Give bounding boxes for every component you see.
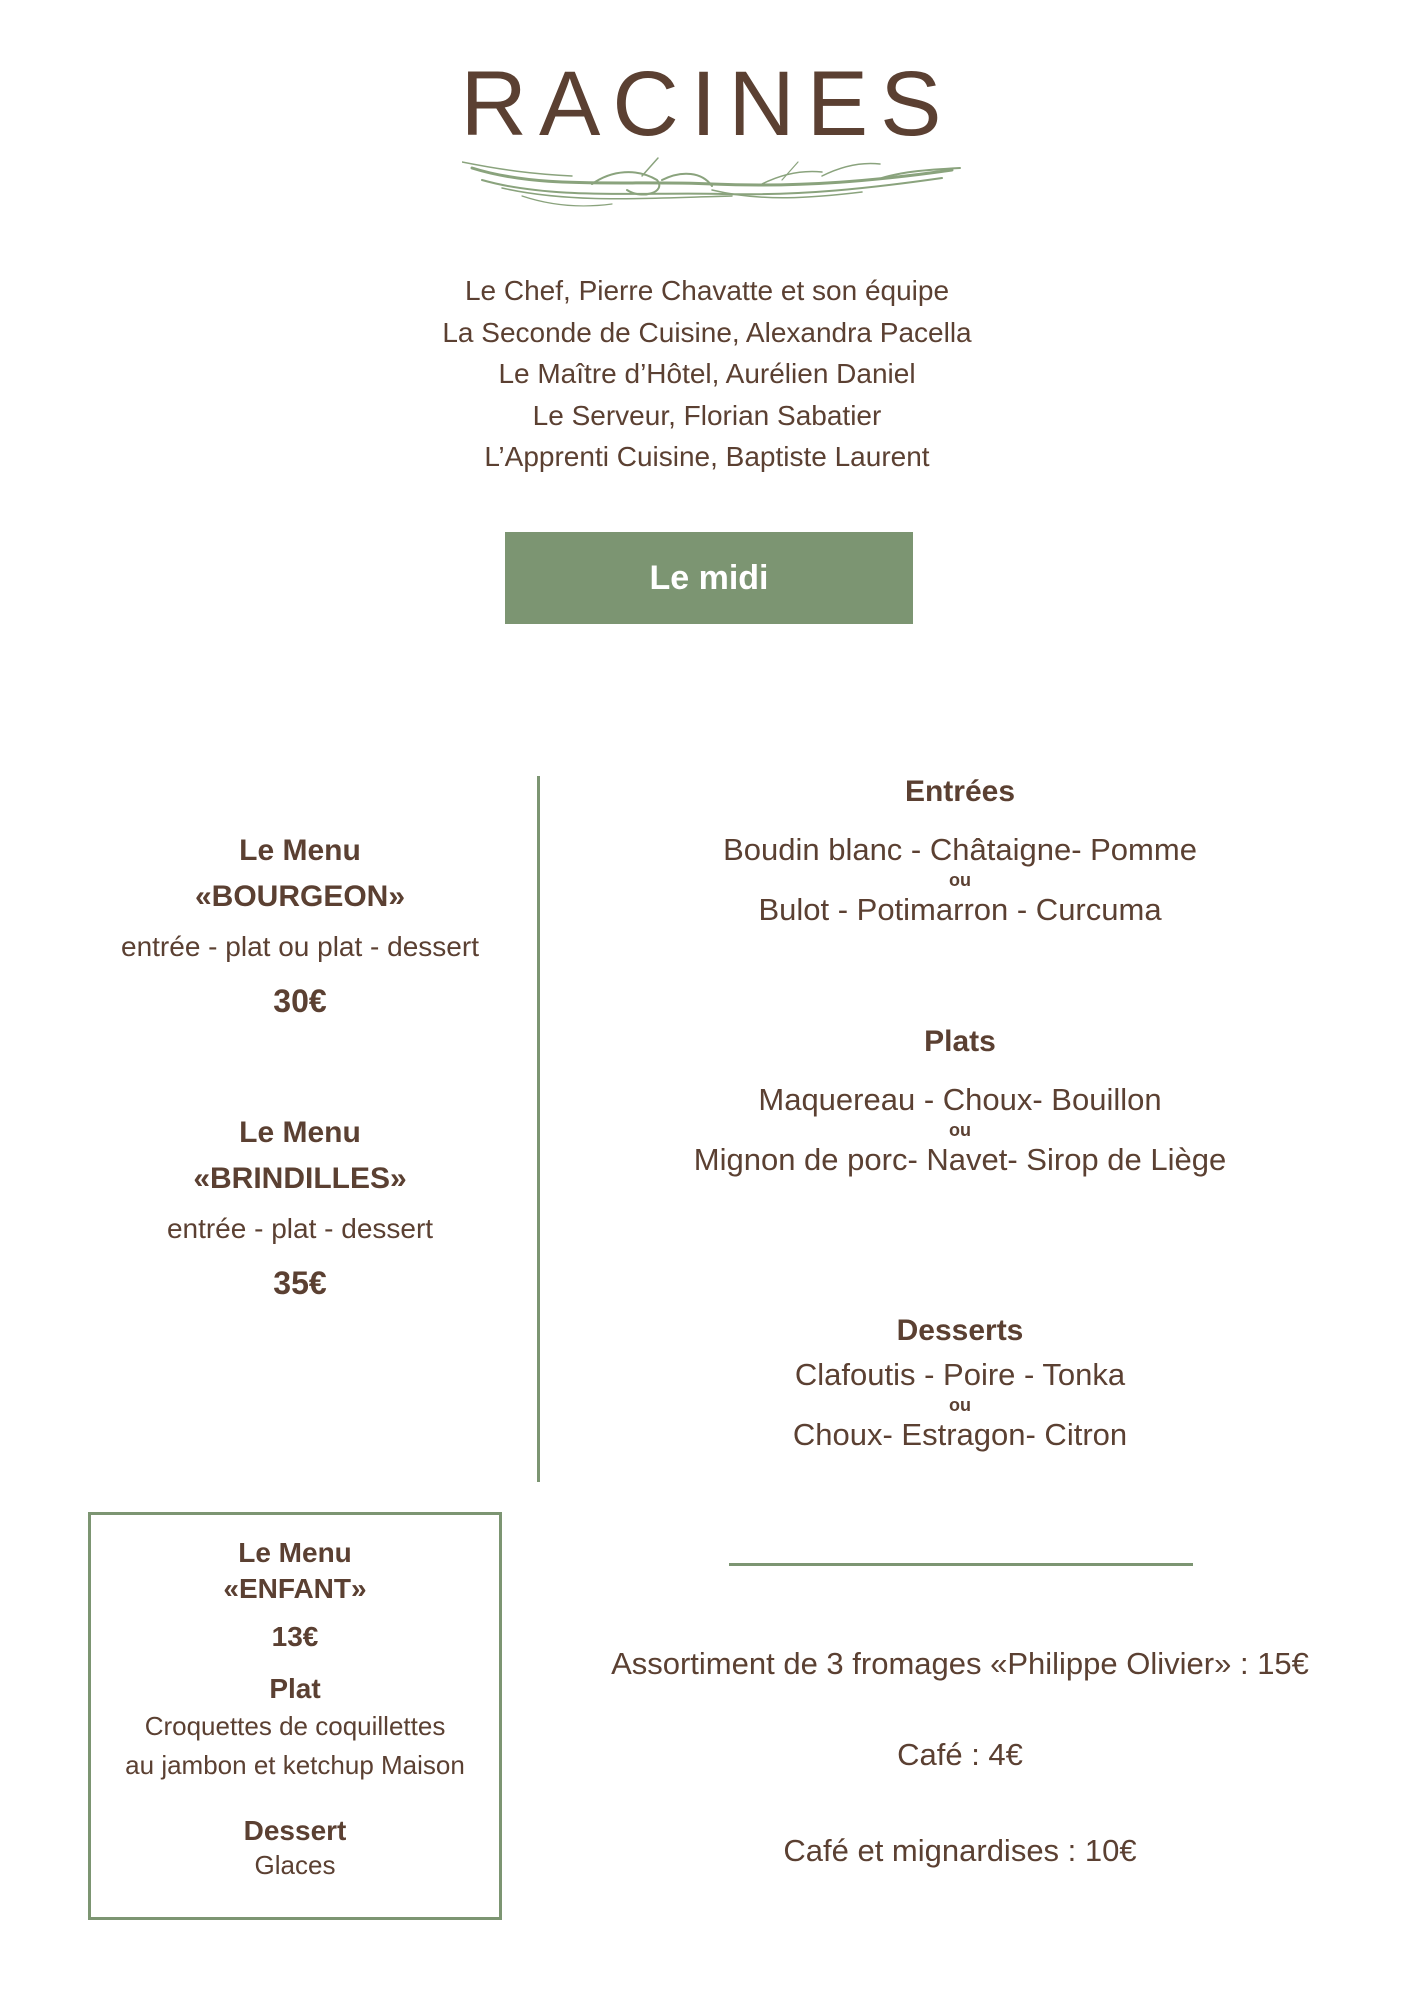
menu-brindilles (100, 1110, 500, 1306)
kids-menu-name: «ENFANT» (223, 1573, 367, 1604)
kids-dessert-text: Glaces (254, 1850, 336, 1880)
kids-plat-line: Croquettes de coquillettes (144, 1711, 446, 1741)
kids-menu-price: 13€ (271, 1621, 319, 1652)
dish-option: Choux- Estragon- Citron (792, 1417, 1128, 1452)
staff-line: La Seconde de Cuisine, Alexandra Pacella (442, 316, 972, 348)
vertical-divider (537, 776, 540, 1482)
menu-label: Le Menu (239, 834, 361, 867)
staff-line: Le Chef, Pierre Chavatte et son équipe (464, 275, 950, 306)
kids-plat-label: Plat (269, 1673, 321, 1704)
menu-bourgeon (100, 828, 500, 1024)
menu-label: Le Menu (239, 1116, 361, 1149)
course-desserts (660, 1311, 1260, 1455)
course-heading: Entrées (904, 775, 1016, 808)
course-heading: Desserts (896, 1314, 1024, 1347)
kids-menu-box (88, 1512, 502, 1920)
extra-item: Café : 4€ (897, 1737, 1023, 1772)
horizontal-divider (729, 1563, 1193, 1566)
kids-menu-label: Le Menu (238, 1537, 352, 1568)
extra-item: Assortiment de 3 fromages «Philippe Olivier» : 15€ (611, 1646, 1309, 1681)
or-separator: ou (949, 870, 971, 890)
extra-item: Café et mignardises : 10€ (783, 1833, 1137, 1868)
kids-plat-line: au jambon et ketchup Maison (125, 1750, 465, 1780)
or-separator: ou (949, 1120, 971, 1140)
menu-name: «BRINDILLES» (193, 1162, 407, 1195)
staff-credits (0, 270, 1414, 478)
dish-option: Maquereau - Choux- Bouillon (758, 1082, 1162, 1117)
menu-description: entrée - plat ou plat - dessert (121, 931, 479, 962)
menu-name: «BOURGEON» (194, 880, 406, 913)
staff-line: Le Serveur, Florian Sabatier (532, 399, 882, 431)
or-separator: ou (949, 1395, 971, 1415)
dish-option: Clafoutis - Poire - Tonka (794, 1357, 1126, 1392)
dish-option: Boudin blanc - Châtaigne- Pomme (723, 832, 1197, 867)
course-plats (660, 1022, 1260, 1180)
menu-price: 35€ (273, 1265, 327, 1301)
dish-option: Bulot - Potimarron - Curcuma (758, 892, 1162, 927)
dish-option: Mignon de porc- Navet- Sirop de Liège (693, 1142, 1227, 1177)
menu-description: entrée - plat - dessert (166, 1213, 434, 1244)
restaurant-logo-text: RACINES (460, 53, 954, 155)
kids-dessert-label: Dessert (243, 1815, 347, 1846)
staff-line: Le Maître d’Hôtel, Aurélien Daniel (498, 358, 916, 389)
branch-logo-icon (462, 140, 962, 212)
service-badge: Le midi (505, 532, 913, 624)
course-heading: Plats (924, 1025, 996, 1058)
staff-line: L’Apprenti Cuisine, Baptiste Laurent (484, 441, 930, 472)
menu-price: 30€ (273, 983, 327, 1019)
course-entrees (660, 772, 1260, 930)
